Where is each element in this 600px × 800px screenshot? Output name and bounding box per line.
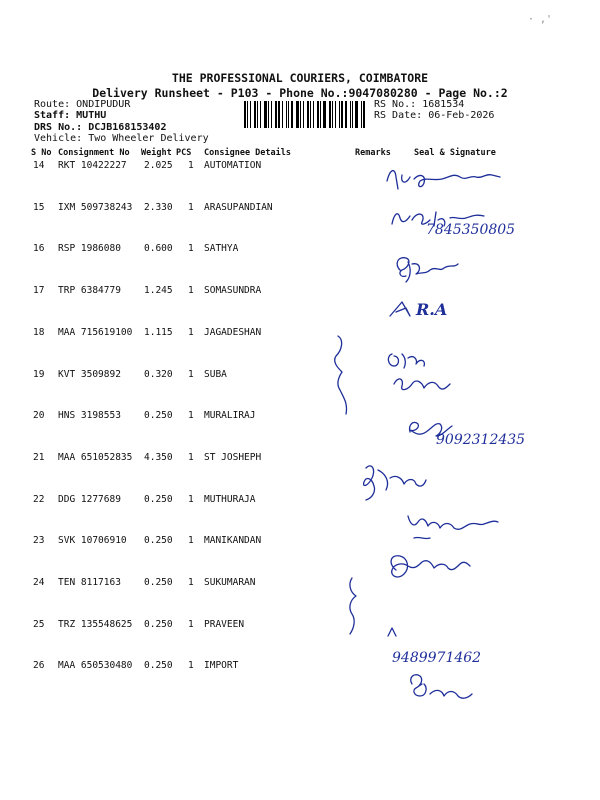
- row-weight: 0.250: [144, 660, 173, 672]
- row-pcs: 1: [188, 493, 194, 505]
- barcode-bar: [288, 101, 289, 128]
- signature-17-initials: R.A: [416, 300, 448, 319]
- barcode-bar: [317, 101, 319, 128]
- row-pcs: 1: [188, 618, 194, 630]
- barcode-bar: [250, 101, 251, 128]
- row-consignee: ST JOSHEPH: [204, 451, 262, 463]
- row-pcs: 1: [188, 285, 194, 297]
- row-consignment: TRP 6384779: [58, 285, 121, 297]
- row-sno: 16: [33, 243, 45, 255]
- barcode-bar: [310, 101, 311, 128]
- rs-no-line: [374, 99, 464, 110]
- barcode-bar: [307, 101, 309, 128]
- company-title: THE PROFESSIONAL COURIERS, COIMBATORE: [171, 71, 429, 85]
- row-consignee: AUTOMATION: [204, 160, 262, 171]
- barcode-bar: [323, 101, 326, 128]
- row-consignment: RKT 10422227: [58, 160, 127, 171]
- drs-line: [34, 122, 166, 133]
- rs-date-label: RS Date:: [374, 110, 423, 121]
- barcode-bar: [313, 101, 314, 128]
- row-weight: 1.245: [144, 285, 173, 297]
- barcode-bar: [355, 101, 358, 128]
- row-pcs: 1: [188, 451, 194, 463]
- route-line: [34, 99, 130, 110]
- col-header-pcs: PCS: [176, 148, 192, 158]
- row-consignment: RSP 1986080: [58, 243, 121, 255]
- table-row: [0, 327, 600, 367]
- barcode-bar: [254, 101, 256, 128]
- row-pcs: 1: [188, 160, 194, 171]
- table-row: [0, 660, 600, 700]
- rs-date-line: [374, 110, 494, 121]
- table-row: [0, 285, 600, 325]
- staff-label: Staff:: [34, 110, 71, 121]
- row-sno: 18: [33, 326, 45, 338]
- staff-line: [34, 110, 106, 121]
- rs-no-value: 1681534: [422, 99, 465, 110]
- barcode-bar: [335, 101, 336, 128]
- signature-20-phone: 9092312435: [436, 432, 526, 448]
- row-consignment: TRZ 135548625: [58, 618, 133, 630]
- col-header-weight: Weight: [141, 148, 172, 158]
- row-consignee: MANIKANDAN: [204, 535, 262, 547]
- row-pcs: 1: [188, 243, 194, 255]
- row-weight: 4.350: [144, 451, 173, 463]
- row-sno: 15: [33, 201, 45, 213]
- row-pcs: 1: [188, 577, 194, 588]
- row-consignee: SUBA: [204, 368, 227, 380]
- signature-15-phone: 7845350805: [426, 222, 516, 238]
- barcode-bar: [296, 101, 299, 128]
- table-row: [0, 619, 600, 659]
- barcode-bar: [363, 101, 365, 128]
- row-sno: 24: [33, 577, 45, 588]
- row-consignee: MUTHURAJA: [204, 493, 256, 505]
- barcode-bar: [271, 101, 272, 128]
- row-pcs: 1: [188, 326, 194, 338]
- row-sno: 20: [33, 410, 45, 422]
- route-label: Route:: [34, 99, 71, 110]
- barcode-bar: [352, 101, 353, 128]
- barcode-bar: [282, 101, 283, 128]
- barcode-bar: [339, 101, 340, 128]
- col-header-remarks: Remarks: [355, 148, 391, 158]
- runsheet-subtitle: Delivery Runsheet - P103 - Phone No.:9047080280 - Page No.:2: [92, 86, 508, 100]
- row-consignment: DDG 1277689: [58, 493, 121, 505]
- row-weight: 0.250: [144, 410, 173, 422]
- table-row: [0, 369, 600, 409]
- row-weight: 0.250: [144, 493, 173, 505]
- barcode-bar: [345, 101, 347, 128]
- drs-value: DCJB168153402: [88, 122, 167, 133]
- row-pcs: 1: [188, 201, 194, 213]
- row-sno: 21: [33, 451, 45, 463]
- row-consignee: SOMASUNDRA: [204, 285, 262, 297]
- row-weight: 2.330: [144, 201, 173, 213]
- row-sno: 25: [33, 618, 45, 630]
- barcode-bar: [291, 101, 293, 128]
- row-weight: 0.320: [144, 368, 173, 380]
- barcode-bar: [320, 101, 321, 128]
- barcode-bar: [275, 101, 277, 128]
- row-pcs: 1: [188, 368, 194, 380]
- barcode-bar: [268, 101, 269, 128]
- col-header-seal: Seal & Signature: [414, 148, 496, 158]
- barcode-bar: [278, 101, 280, 128]
- barcode-bar: [329, 101, 331, 128]
- row-consignment: MAA 651052835: [58, 451, 133, 463]
- row-consignment: IXM 509738243: [58, 201, 133, 213]
- barcode-bar: [350, 101, 351, 128]
- row-consignee: MURALIRAJ: [204, 410, 256, 422]
- table-row: [0, 535, 600, 575]
- row-consignee: JAGADESHAN: [204, 326, 262, 338]
- row-consignment: MAA 715619100: [58, 326, 133, 338]
- row-consignment: SVK 10706910: [58, 535, 127, 547]
- rs-no-label: RS No.:: [374, 99, 417, 110]
- row-consignee: PRAVEEN: [204, 618, 245, 630]
- barcode-bar: [264, 101, 267, 128]
- row-weight: 0.600: [144, 243, 173, 255]
- drs-label: DRS No.:: [34, 122, 83, 133]
- route-value: ONDIPUDUR: [76, 99, 131, 110]
- barcode-bar: [303, 101, 304, 128]
- barcode-bar: [341, 101, 343, 128]
- barcode-bar: [244, 101, 246, 128]
- row-pcs: 1: [188, 660, 194, 672]
- barcode-bar: [257, 101, 258, 128]
- row-consignment: MAA 650530480: [58, 660, 133, 672]
- row-consignee: SATHYA: [204, 243, 239, 255]
- vehicle-line: [34, 133, 209, 144]
- vehicle-label: Vehicle:: [34, 133, 83, 144]
- barcode-bar: [260, 101, 261, 128]
- row-consignment: TEN 8117163: [58, 577, 121, 588]
- col-header-sno: S No: [31, 148, 52, 158]
- row-consignment: HNS 3198553: [58, 410, 121, 422]
- row-sno: 26: [33, 660, 45, 672]
- row-consignee: IMPORT: [204, 660, 239, 672]
- row-sno: 17: [33, 285, 45, 297]
- table-row: [0, 243, 600, 283]
- col-header-consignment: Consignment No: [58, 148, 130, 158]
- staff-value: MUTHU: [76, 110, 107, 121]
- barcode-bar: [332, 101, 333, 128]
- row-weight: 0.250: [144, 535, 173, 547]
- scan-mark: · ,': [528, 14, 553, 25]
- row-pcs: 1: [188, 410, 194, 422]
- vehicle-value: Two Wheeler Delivery: [88, 133, 209, 144]
- barcode-bar: [247, 101, 248, 128]
- signature-25-phone: 9489971462: [392, 650, 482, 666]
- row-pcs: 1: [188, 535, 194, 547]
- row-consignment: KVT 3509892: [58, 368, 121, 380]
- rs-date-value: 06-Feb-2026: [428, 110, 495, 121]
- row-sno: 14: [33, 160, 45, 171]
- row-weight: 0.250: [144, 577, 173, 588]
- table-row: [0, 160, 600, 200]
- row-weight: 1.115: [144, 326, 173, 338]
- table-row: [0, 452, 600, 492]
- row-sno: 22: [33, 493, 45, 505]
- row-consignee: ARASUPANDIAN: [204, 201, 273, 213]
- row-weight: 0.250: [144, 618, 173, 630]
- drs-barcode: [244, 101, 370, 128]
- row-sno: 19: [33, 368, 45, 380]
- col-header-consignee: Consignee Details: [204, 148, 291, 158]
- row-sno: 23: [33, 535, 45, 547]
- barcode-bar: [286, 101, 287, 128]
- barcode-bar: [361, 101, 362, 128]
- barcode-bar: [300, 101, 301, 128]
- table-row: [0, 577, 600, 617]
- row-weight: 2.025: [144, 160, 173, 171]
- row-consignee: SUKUMARAN: [204, 577, 256, 588]
- table-row: [0, 494, 600, 534]
